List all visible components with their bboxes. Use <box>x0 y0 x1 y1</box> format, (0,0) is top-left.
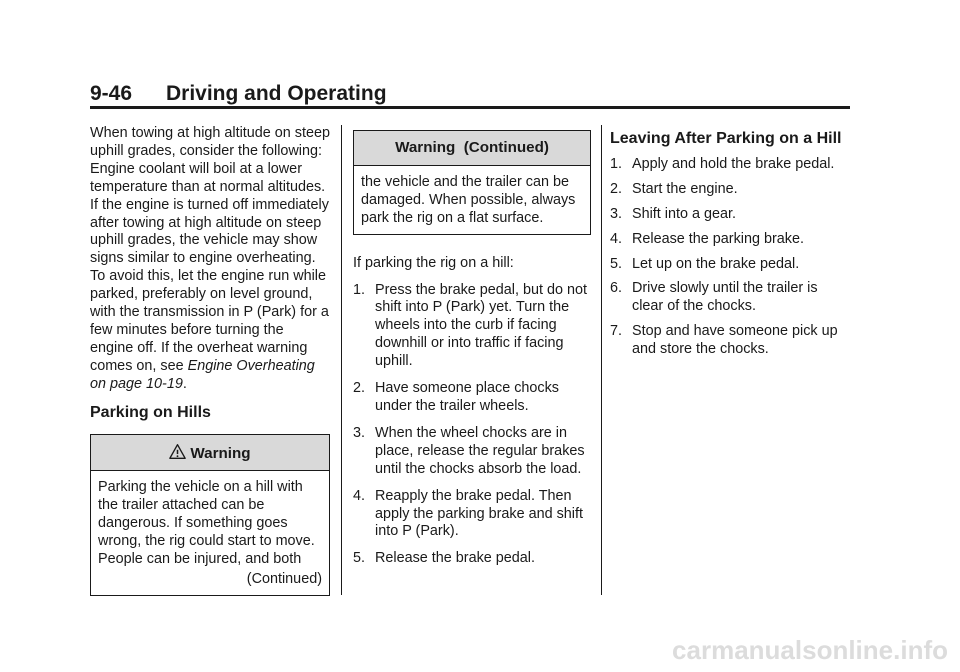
warning-header <box>91 435 329 472</box>
step-text: Press the brake pedal, but do not shift into P (Park) yet. Turn the wheels into the curb if facing downhill or into traffic if facing uphill. <box>375 281 588 370</box>
list-item <box>353 425 591 479</box>
page-header <box>90 78 850 109</box>
list-item <box>610 231 850 249</box>
step-number: 2. <box>353 380 366 397</box>
list-item <box>353 380 591 416</box>
warning-continued-header: Warning (Continued) <box>354 131 590 166</box>
heading-leaving-after-parking: Leaving After Parking on a Hill <box>610 130 842 147</box>
step-number: 3. <box>353 424 366 441</box>
step-number: 4. <box>610 230 623 247</box>
warning-triangle-icon <box>169 443 186 460</box>
step-number: 4. <box>353 487 366 504</box>
step-number: 3. <box>610 205 623 222</box>
leaving-steps-list <box>610 156 850 359</box>
step-number: 7. <box>610 323 623 340</box>
warning-continued-text: the vehicle and the trailer can be damaged. When possible, always park the rig on a flat surface. <box>361 173 576 226</box>
step-number: 1. <box>610 155 623 172</box>
step-text: Drive slowly until the trailer is clear of the chocks. <box>632 280 818 315</box>
altitude-paragraph <box>90 125 330 394</box>
step-text: Reapply the brake pedal. Then apply the parking brake and shift into P (Park). <box>375 487 583 540</box>
link-suffix: . <box>182 375 187 392</box>
column-divider-1 <box>341 125 342 595</box>
section-title: Driving and Operating <box>166 82 387 105</box>
step-text: Have someone place chocks under the trailer wheels. <box>375 380 559 414</box>
column-3 <box>610 130 850 359</box>
warning-continued-body <box>354 166 590 234</box>
step-text: Apply and hold the brake pedal. <box>632 155 835 172</box>
step-number: 5. <box>353 550 366 567</box>
hill-intro: If parking the rig on a hill: <box>353 254 514 271</box>
page-number: 9-46 <box>90 82 133 105</box>
list-item <box>610 280 850 316</box>
step-text: Stop and have someone pick up and store the chocks. <box>632 323 838 358</box>
step-number: 6. <box>610 280 623 297</box>
heading-parking-on-hills: Parking on Hills <box>90 403 211 421</box>
list-item <box>353 550 591 568</box>
warning-text: Parking the vehicle on a hill with the trailer attached can be dangerous. If something goes wrong, the rig could start to move. People can be injured, and both <box>98 479 315 568</box>
warning-title: Warning <box>190 444 251 462</box>
column-divider-2 <box>601 125 602 595</box>
step-number: 1. <box>353 281 366 298</box>
warning-continued-box <box>353 130 591 235</box>
list-item <box>610 206 850 224</box>
step-number: 5. <box>610 255 623 272</box>
engine-overheating-link[interactable]: Engine Overheating on page 10-19 <box>90 357 315 392</box>
step-text: Let up on the brake pedal. <box>632 255 800 272</box>
step-text: Shift into a gear. <box>632 205 737 222</box>
list-item <box>610 181 850 199</box>
watermark: carmanualsonline.info <box>672 635 948 665</box>
list-item <box>610 156 850 174</box>
warning-continued: (Continued) <box>246 570 322 587</box>
column-2 <box>353 130 591 568</box>
warning-box <box>90 434 330 596</box>
list-item <box>610 256 850 274</box>
step-number: 2. <box>610 180 623 197</box>
list-item <box>353 488 591 542</box>
step-text: Release the brake pedal. <box>375 550 536 567</box>
list-item <box>353 282 591 372</box>
step-text: Release the parking brake. <box>632 230 804 247</box>
altitude-text: When towing at high altitude on steep uphill grades, consider the following: Engine coolant will boil at a lower temperature than at normal altitudes. If the engine is turned off immediately after towing at high altitude on steep uphill grades, the vehicle may show signs similar to engine overheating. To avoid this, let the engine run while parked, preferably on level ground, with the transmission in P (Park) for a few minutes before turning the engine off. If the overheat warning comes on, see <box>90 125 331 374</box>
step-text: Start the engine. <box>632 180 738 197</box>
parking-steps-list <box>353 282 591 569</box>
list-item <box>610 323 850 359</box>
step-text: When the wheel chocks are in place, release the regular brakes until the chocks absorb the load. <box>375 424 585 477</box>
warning-body <box>91 471 329 594</box>
column-1 <box>90 125 330 596</box>
